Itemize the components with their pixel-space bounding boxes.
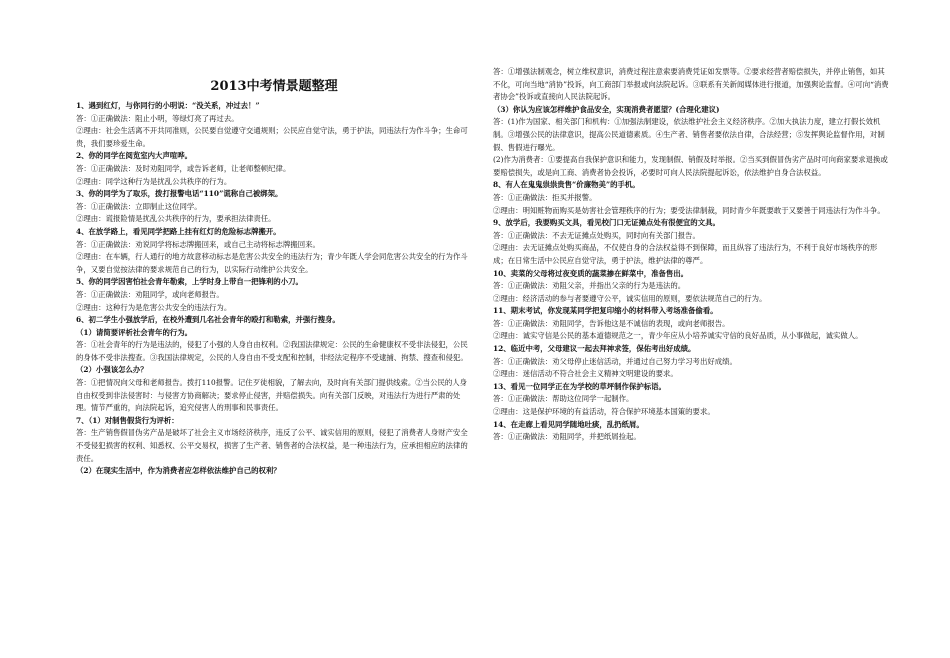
answer-line: 答：①正确做法：帮助这位同学一起制作。 [493, 394, 634, 404]
answer-line: (2)作为消费者：①要提高自我保护意识和能力，发现制假、销假及时举报。②当买到假冒伪劣产品时可向商家要求退换或要赔偿损失，或是向工商、消费者协会投诉，必要时可向人民法院提起诉讼，依法维护自身合法权益。 [493, 155, 888, 177]
question-line: 6、初二学生小强放学后，在校外遭到几名社会青年的殴打和勒索，并强行搜身。 [76, 315, 340, 325]
answer-line: ②理由：社会生活离不开共同准则，公民要自觉遵守交通规则；公民应自觉守法，勇于护法，同违法行为作斗争；生命可贵，我们要珍爱生命。 [76, 126, 468, 148]
answer-line: ②理由：去无证摊点处购买商品，不仅使自身的合法权益得不到保障，而且纵容了违法行为，不利于良好市场秩序的形成；在日常生活中公民应自觉守法，勇于护法，维护法律的尊严。 [493, 243, 878, 265]
question-line: 8、有人在鬼鬼祟祟贵售“价廉物美”的手机。 [493, 180, 640, 190]
question-line: 13、看见一位同学正在为学校的草坪制作保护标语。 [493, 381, 666, 391]
question-line: 11、期末考试，你发现某同学把复印缩小的材料带入考场准备偷看。 [493, 306, 718, 316]
question-line: 12、临近中考，父母建议一起去拜神求签，保佑考出好成绩。 [493, 344, 696, 354]
answer-line: 答：①正确做法：拒买并报警。 [493, 192, 597, 202]
answer-line: 答：①正确做法：劝父母停止迷信活动，并通过自己努力学习考出好成绩。 [493, 356, 737, 366]
answer-line: ②理由：谎报险情是扰乱公共秩序的行为，要承担法律责任。 [76, 214, 276, 224]
question-line: （1）请简要评析社会青年的行为。 [76, 327, 193, 337]
answer-line: 答：①正确做法：阻止小明，等绿灯亮了再过去。 [76, 113, 239, 123]
answer-line: 答：①正确做法：劝阻父亲，并指出父亲的行为是违法的。 [493, 281, 686, 291]
right-content [493, 66, 889, 444]
answer-line: 答：①正确做法：不去无证摊点处购买，同时向有关部门报告。 [493, 230, 700, 240]
question-line: 2、你的同学在阅览室内大声喧哗。 [76, 151, 193, 161]
answer-line: ②理由：这是保护环境的有益活动，符合保护环境基本国策的要求。 [493, 407, 715, 417]
answer-line: 答：①正确做法：劝阻同学，或向老师报告。 [76, 289, 224, 299]
question-line: 3、你的同学为了取乐，拨打报警电话“110”谎称自己被绑架。 [76, 189, 283, 199]
question-line: 5、你的同学因害怕社会青年勒索，上学时身上带自一把锋利的小刀。 [76, 277, 303, 287]
answer-line: ②理由：经济活动的参与者要遵守公平，诚实信用的原则，要依法规范自己的行为。 [493, 293, 767, 303]
question-line: （3）你认为应该怎样维护食品安全，实现消费者愿望？(合理化建议) [493, 104, 720, 114]
question-line: 4、在放学路上，看见同学把路上挂有红灯的危险标志牌搬开。 [76, 226, 281, 236]
question-line: 10、卖菜的父母将过夜变质的蔬菜掺在鲜菜中，准备售出。 [493, 268, 689, 278]
question-line: 9、放学后，我要购买文具，看见校门口无证摊点处有很便宜的文具。 [493, 218, 720, 228]
question-line: （2）在现实生活中，作为消费者应怎样依法维护自己的权利？ [76, 466, 281, 476]
answer-line: 答：①正确做法：立即制止这位同学。 [76, 201, 202, 211]
answer-line: ②理由：在车辆，行人通行的地方故意移动标志是危害公共安全的违法行为；青少年既人学会同危害公共安全的行为作斗争，又要自觉按法律的要求规范自己的行为，以实际行动维护公共安全。 [76, 252, 468, 274]
answer-line: 答：①把情况向父母和老师报告。拨打110报警。记住歹徒相貌，了解去向，及时向有关部门提供线索。②当公民的人身自由权受到非法侵害时：与侵害方协商解决；要求停止侵害，并赔偿损失。向有关部门反映，对违法行为进行严肃的处理。情节严重的，向法院起诉，追究侵害人的刑事和民事责任。 [76, 378, 468, 413]
answer-line: ②理由：迷信活动不符合社会主义精神文明建设的要求。 [493, 369, 678, 379]
answer-line: 答：生产销售假冒伪劣产品是破坏了社会主义市场经济秩序，违反了公平、诚实信用的原则，侵犯了消费者人身财产安全不受侵犯损害的权利、知悉权、公平交易权，损害了生产者、销售者的合法权益，是一种违法行为，应承担相应的法律的责任。 [76, 428, 468, 463]
left-column [76, 0, 472, 478]
question-line: 14、在走廊上看见同学随地吐痰，乱扔纸屑。 [493, 419, 644, 429]
left-content [76, 100, 472, 478]
answer-line: 答：①正确做法：劝阻同学，并把纸屑捡起。 [493, 432, 641, 442]
answer-line: ②理由：明知赃物而购买是妨害社会管理秩序的行为；要受法律制裁，同时青少年既要敢于又要善于同违法行为作斗争。 [493, 205, 885, 215]
question-line: 7、（1）对制售假货行为评析： [76, 415, 179, 425]
question-line: 1、遇到红灯，与你同行的小明说：“没关系，冲过去！” [76, 101, 260, 110]
page-title: 2013中考情景题整理 [210, 79, 338, 94]
answer-line: 答：①增强法制观念，树立维权意识，消费过程注意索要消费凭证如发票等。②要求经营者赔偿损失，并停止销售，如其不化，可向当地“消协”投诉，向工商部门举报或向法院起诉。③联系有关新闻媒体进行报道，加强舆论监督。④可向“消费者协会”投诉或直接向人民法院起诉。 [493, 67, 889, 102]
answer-line: 答：①正确做法：劝阻同学，告诉他这是不诚信的表现，或向老师报告。 [493, 318, 730, 328]
right-column [493, 0, 889, 444]
answer-line: ②理由：诚实守信是公民的基本道德规范之一，青少年应从小培养诚实守信的良好品质，从小事做起，诚实做人。 [493, 331, 863, 341]
answer-line: 答：(1)作为国家、相关部门和机构：①加强法制建设，依法维护社会主义经济秩序。②加大执法力度，建立打假长效机制。③增强公民的法律意识，提高公民道德素质。④生产者、销售者要依法自律，合法经营；⑤发挥舆论监督作用，对制假、售假进行曝光。 [493, 117, 885, 152]
answer-line: 答：①社会青年的行为是违法的，侵犯了小强的人身自由权利。②我国法律规定：公民的生命健康权不受非法侵犯，公民的身体不受非法搜查。③我国法律规定，公民的人身自由不受支配和控制，非经法定程序不受逮捕、拘禁、搜查和侵犯。 [76, 340, 468, 362]
answer-line: ②理由：同学这种行为是扰乱公共秩序的行为。 [76, 176, 232, 186]
answer-line: 答：①正确做法：劝说同学将标志牌搬回来，或自己主动将标志牌搬回来。 [76, 239, 320, 249]
answer-line: ②理由：这种行为是危害公共安全的违法行为。 [76, 302, 232, 312]
answer-line: 答：①正确做法：及时劝阻同学，或告诉老师，让老师整顿纪律。 [76, 163, 291, 173]
question-line: （2）小强该怎么办？ [76, 365, 148, 375]
